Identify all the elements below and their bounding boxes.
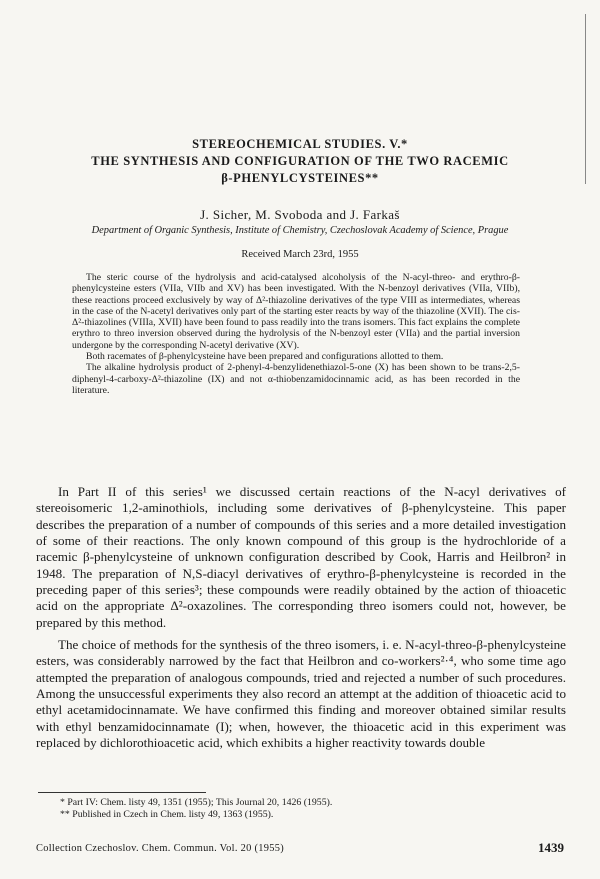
page-edge-line [585,14,586,184]
abstract [72,272,520,396]
body-text [36,484,566,758]
affiliation: Department of Organic Synthesis, Institute of Chemistry, Czechoslovak Academy of Science, Prague [91,225,509,236]
footnote-1: * Part IV: Chem. listy 49, 1351 (1955); This Journal 20, 1426 (1955). [60,797,333,808]
abstract-paragraph-1: The steric course of the hydrolysis and acid-catalysed alcoholysis of the N-acyl-threo- and erythro-β-phenylcysteine esters (VIIa, VIIb and XV) has been investigated. With the N-benzoyl derivatives (VIIa, VIIb), these reactions proceed exclusively by way of Δ²-thiazoline derivatives of the type VIII as intermediates, whereas in the case of the N-acetyl derivatives only part of the starting ester reacts by way of the thiazoline (XVII). The cis-Δ²-thiazolines (VIIIa, XVII) have been found to pass readily into the trans isomers. This fact explains the complete erythro to threo inversion observed during the hydrolysis of the N-benzoyl ester (VIIa) and the partial inversion undergone by the corresponding N-acetyl derivative (XV). [72,272,520,351]
footnotes [60,797,560,821]
abstract-paragraph-2: Both racemates of β-phenylcysteine have been prepared and configurations allotted to them. [86,351,444,363]
title-line-2: THE SYNTHESIS AND CONFIGURATION OF THE TWO RACEMIC [91,154,509,168]
page-number: 1439 [538,840,564,855]
authors: J. Sicher, M. Svoboda and J. Farkaš [200,207,400,222]
received-date: Received March 23rd, 1955 [241,249,359,260]
abstract-paragraph-3: The alkaline hydrolysis product of 2-phenyl-4-benzylidenethiazol-5-one (X) has been shown to be trans-2,5-diphenyl-4-carboxy-Δ²-thiazoline (IX) and not α-thiobenzamidocinnamic acid, as has been recorded in the literature. [72,362,520,396]
running-footer: Collection Czechoslov. Chem. Commun. Vol. 20 (1955) [36,843,285,854]
body-paragraph-2: The choice of methods for the synthesis of the threo isomers, i. e. N-acyl-threo-β-phenylcysteine esters, was considerably narrowed by the fact that Heilbron and co-workers²·⁴, who some time ago attempted the preparation of analogous compounds, tried and rejected a number of such procedures. Among the unsuccessful experiments they also record an attempt at the addition of thioacetic acid to ethyl acetamidocinnamate. We have confirmed this finding and moreover obtained similar results with ethyl benzamidocinnamate (I); when, however, the thioacetic acid in this experiment was replaced by dichlorothioacetic acid, which exhibits a higher reactivity towards double [36,637,566,751]
title-line-3: β-PHENYLCYSTEINES** [221,171,379,185]
footnote-2: ** Published in Czech in Chem. listy 49, 1363 (1955). [60,809,274,820]
body-paragraph-1: In Part II of this series¹ we discussed certain reactions of the N-acyl derivatives of stereoisomeric 1,2-aminothiols, including some derivatives of β-phenylcysteine. This paper describes the preparation of a number of compounds of this series and a more detailed investigation of some of their reactions. The only known compound of this group is the hydrochloride of a racemic β-phenylcysteine of unknown configuration described by Cook, Harris and Heilbron² in 1948. The preparation of N,S-diacyl derivatives of erythro-β-phenylcysteine is recorded in the preceding paper of this series³; these compounds were readily obtained by the action of thioacetic acid on the appropriate Δ²-oxazolines. The corresponding threo isomers could not, however, be prepared by this method. [36,484,566,630]
title-line-1: STEREOCHEMICAL STUDIES. V.* [192,137,408,151]
footnote-rule [38,792,206,793]
